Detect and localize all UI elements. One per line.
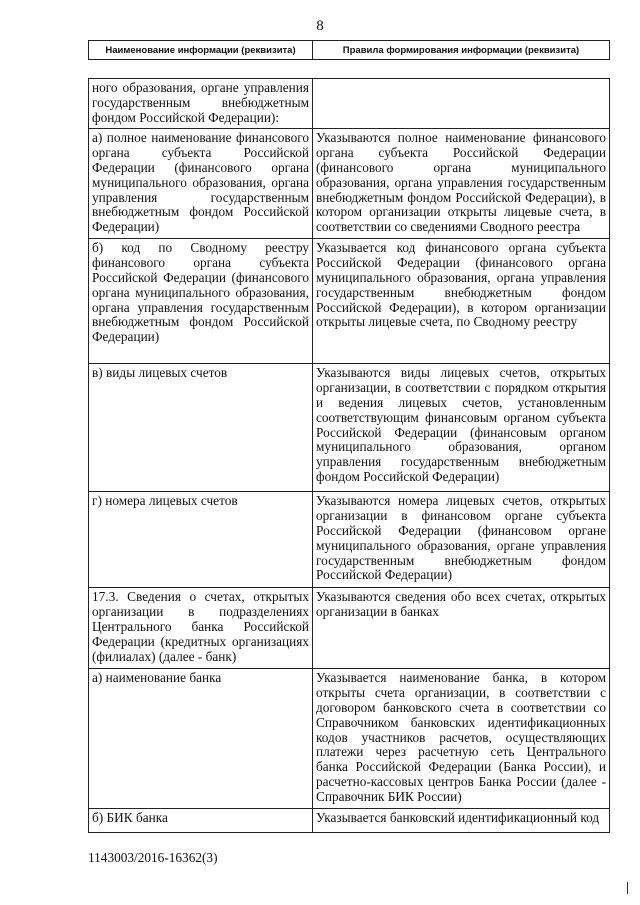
requisites-table bbox=[88, 78, 610, 833]
scan-margin-mark bbox=[627, 882, 628, 894]
requisite-name-cell: ного образования, органе управления государственным внебюджетным фондом Российской Федерации): bbox=[89, 79, 313, 129]
requisite-rule-cell: Указываются сведения обо всех счетах, открытых организации в банках bbox=[313, 588, 610, 669]
requisite-rule-cell: Указываются виды лицевых счетов, открытых организации, в соответствии с порядком открытия и ведения лицевых счетов, установленным соответствующим финансовым органом субъекта Российской Федерации (финансовым органом муниципального образования, органом управления государственным внебюджетным фондом Российской Федерации) bbox=[313, 364, 610, 492]
column-header-row bbox=[89, 41, 610, 60]
requisite-rule-cell: Указывается наименование банка, в котором открыты счета организации, в соответствии с договором банковского счета в соответствии со Справочником банковских идентификационных кодов участников расчетов, осуществляющих платежи через расчетную сеть Центрального банка Российской Федерации (Банка России), и расчетно-кассовых центров Банка России (далее - Справочник БИК России) bbox=[313, 669, 610, 808]
table-row bbox=[89, 129, 610, 239]
table-row bbox=[89, 808, 610, 832]
requisite-rule-cell: Указываются полное наименование финансового органа субъекта Российской Федерации (финансового органа муниципального образования, органа управления государственным внебюджетным фондом Российской Федерации), в котором организации открыты лицевые счета, в соответствии со сведениями Сводного реестра bbox=[313, 129, 610, 239]
page-number: 8 bbox=[316, 18, 324, 34]
requisite-rule-cell: Указываются номера лицевых счетов, открытых организации в финансовом органе субъекта Российской Федерации (финансовом органе муниципального образования, органе управления государственным внебюджетным фондом Российской Федерации) bbox=[313, 492, 610, 588]
requisite-name-cell: а) наименование банка bbox=[89, 669, 313, 808]
column-header-name: Наименование информации (реквизита) bbox=[89, 41, 313, 60]
table-row bbox=[89, 669, 610, 808]
requisite-name-cell: б) код по Сводному реестру финансового органа субъекта Российской Федерации (финансового органа муниципального образования, органа управления государственным внебюджетным фондом Российской Федерации) bbox=[89, 239, 313, 364]
table-row bbox=[89, 79, 610, 129]
document-code: 1143003/2016-16362(3) bbox=[88, 850, 218, 865]
table-row bbox=[89, 239, 610, 364]
requisite-name-cell: б) БИК банка bbox=[89, 808, 313, 832]
requisite-name-cell: а) полное наименование финансового органа субъекта Российской Федерации (финансового органа муниципального образования, органа управления государственным внебюджетным фондом Российской Федерации) bbox=[89, 129, 313, 239]
column-header-rules: Правила формирования информации (реквизита) bbox=[313, 41, 610, 60]
requisite-name-cell: в) виды лицевых счетов bbox=[89, 364, 313, 492]
column-header-table bbox=[88, 40, 610, 60]
requisite-name-cell: 17.3. Сведения о счетах, открытых организации в подразделениях Центрального банка Российской Федерации (кредитных организациях (филиалах) (далее - банк) bbox=[89, 588, 313, 669]
table-row bbox=[89, 364, 610, 492]
requisite-name-cell: г) номера лицевых счетов bbox=[89, 492, 313, 588]
table-row bbox=[89, 492, 610, 588]
table-row bbox=[89, 588, 610, 669]
requisite-rule-cell: Указывается код финансового органа субъекта Российской Федерации (финансового органа муниципального образования, органа управления государственным внебюджетным фондом Российской Федерации), в котором организации открыты лицевые счета, по Сводному реестру bbox=[313, 239, 610, 364]
requisite-rule-cell: Указывается банковский идентификационный код bbox=[313, 808, 610, 832]
requisite-rule-cell bbox=[313, 79, 610, 129]
